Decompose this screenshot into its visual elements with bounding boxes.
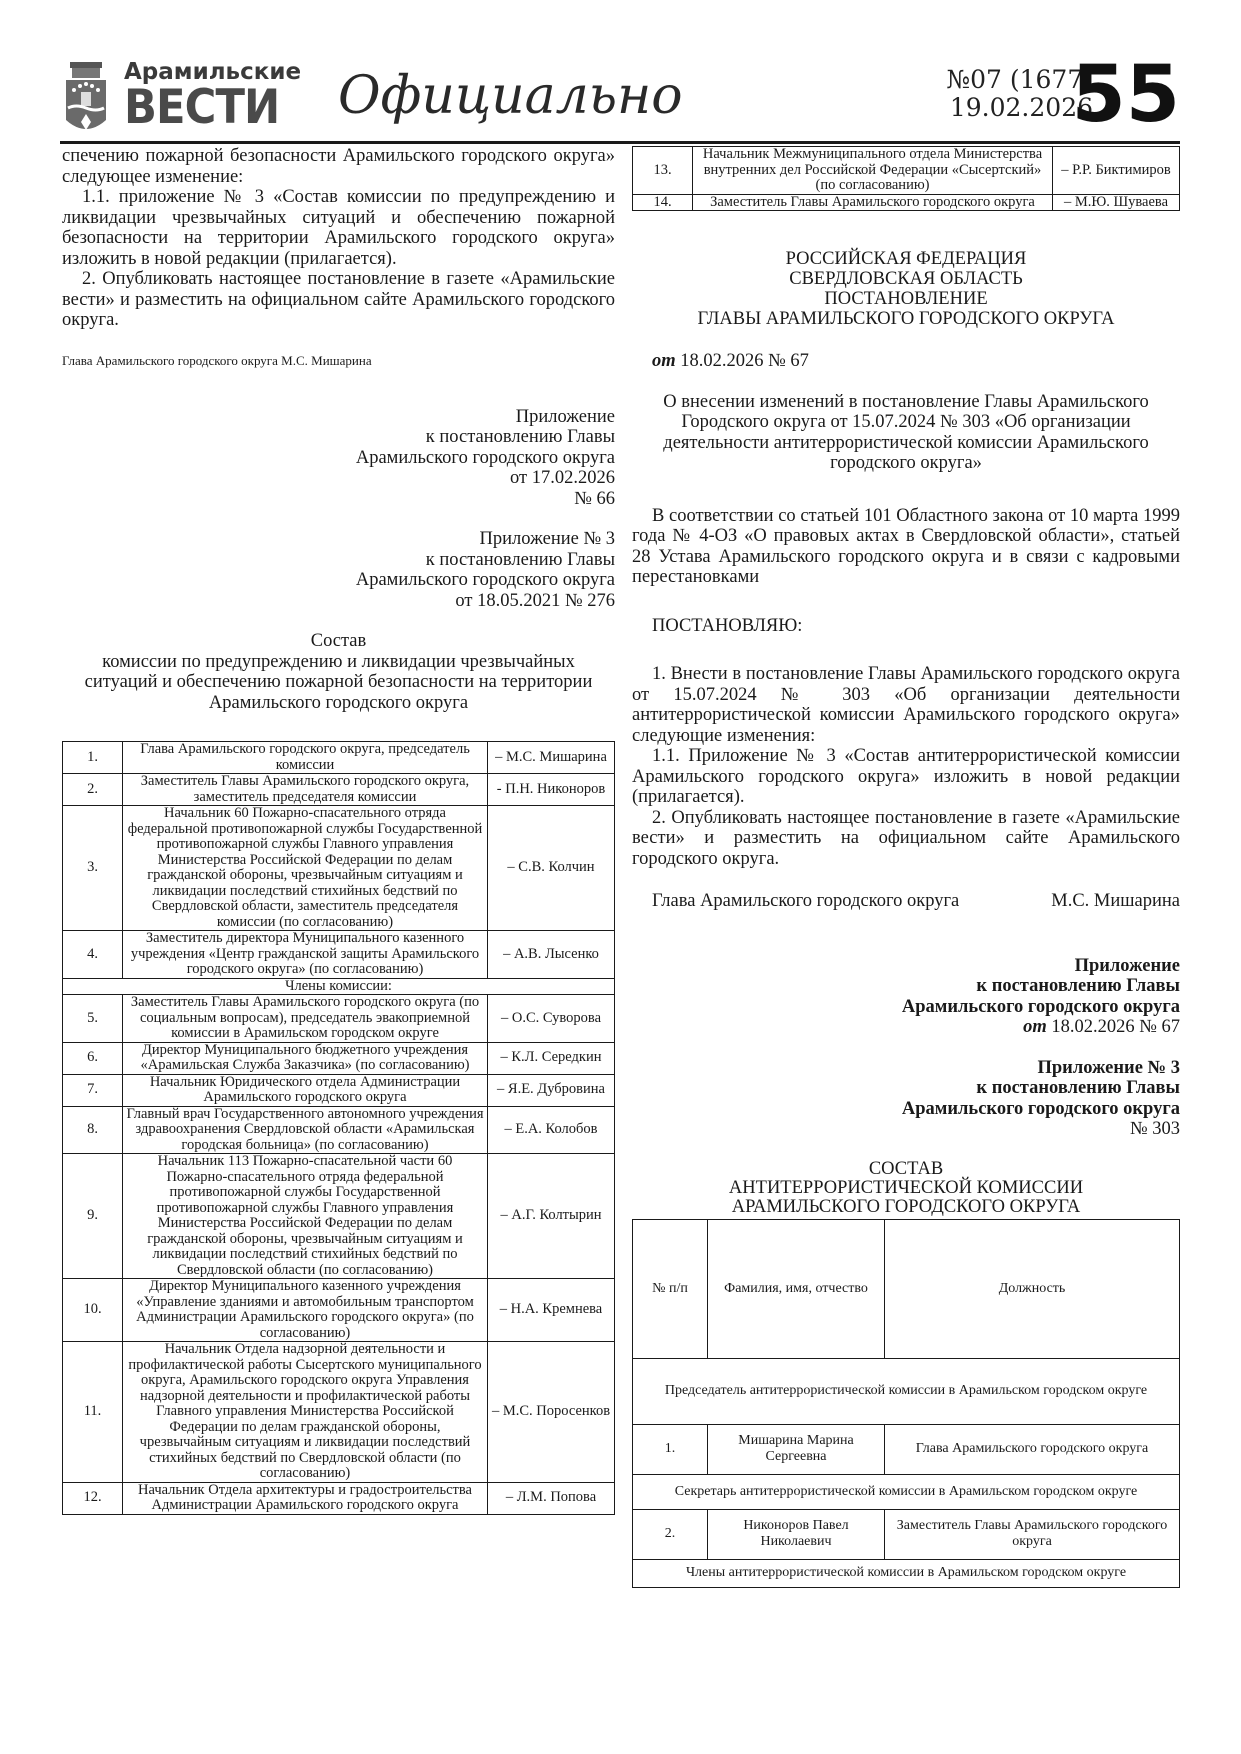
resolution-subject: О внесении изменений в постановление Главы Арамильского Городского округа от 15.07.2024 № 303 «Об организации деятельности антитеррористической комиссии Арамильского городского округа» (663, 391, 1149, 473)
heading-line: ПОСТАНОВЛЕНИЕ (824, 289, 988, 309)
title-line: АРАМИЛЬСКОГО ГОРОДСКОГО ОКРУГА (731, 1196, 1081, 1217)
coat-of-arms-icon (64, 62, 108, 138)
title-line: СОСТАВ (868, 1158, 944, 1179)
title-line: АНТИТЕРРОРИСТИЧЕСКОЙ КОМИССИИ (728, 1177, 1084, 1198)
table-section-row: Секретарь антитеррористической комиссии в Арамильском городском округе (633, 1474, 1180, 1509)
heading-line: СВЕРДЛОВСКАЯ ОБЛАСТЬ (789, 269, 1023, 289)
issue-info (878, 66, 1093, 122)
appendix-block (62, 529, 615, 611)
table-row: 8. Главный врач Государственного автономного учреждения здравоохранения Свердловской области «Арамильская городская больница» (по согласованию) – Е.А. Колобов (63, 1106, 615, 1154)
appendix-line: от 17.02.2026 (510, 468, 615, 488)
composition-subtitle: комиссии по предупреждению и ликвидации чрезвычайных ситуаций и обеспечению пожарной безопасности на территории Арамильского городского округа (84, 651, 593, 713)
composition-title: Состав (310, 631, 367, 651)
table-row: 2. Никоноров Павел Николаевич Заместитель Главы Арамильского городского округа (633, 1509, 1180, 1559)
table-row: 3. Начальник 60 Пожарно-спасательного отряда федеральной противопожарной службы Государственной противопожарной службы Главного управления Министерства Российской Федерации по делам гражданской обороны, чрезвычайным ситуациям и ликвидации последствий стихийных бедствий по Свердловской области, заместитель председателя комиссии (по согласованию) – С.В. Колчин (63, 806, 615, 931)
page-number: 55 (1071, 50, 1180, 140)
appendix-line: № 303 (1129, 1119, 1180, 1139)
appendix-line: Арамильского городского округа (901, 996, 1180, 1017)
table-row: 7. Начальник Юридического отдела Администрации Арамильского городского округа – Я.Е. Дубровина (63, 1074, 615, 1106)
heading-line: ГЛАВЫ АРАМИЛЬСКОГО ГОРОДСКОГО ОКРУГА (697, 309, 1115, 329)
table-row: 6. Директор Муниципального бюджетного учреждения «Арамильская Служба Заказчика» (по согласованию) – К.Л. Середкин (63, 1042, 615, 1074)
appendix-line: Приложение № 3 (1037, 1057, 1180, 1078)
commission-table-continued (632, 146, 1180, 211)
table-row: 13. Начальник Межмуниципального отдела Министерства внутренних дел Российской Федерации «Сысертский» (по согласованию) – Р.Р. Биктимиров (633, 147, 1180, 195)
paragraph: 2. Опубликовать настоящее постановление в газете «Арамильские вести» и разместить на официальном сайте Арамильского городского округа. (62, 269, 615, 330)
logo-big-text: ВЕСТИ (124, 80, 280, 135)
appendix-block (632, 1058, 1180, 1140)
paragraph: 1. Внести в постановление Главы Арамильского городского округа от 15.07.2024 № 303 «Об организации деятельности антитеррористической комиссии Арамильского городского округа» следующие изменения: (632, 664, 1180, 746)
issue-number: №07 (1677) (946, 65, 1093, 94)
paragraph: спечению пожарной безопасности Арамильского городского округа» следующее изменение: (62, 146, 615, 187)
table-section-row: Члены антитеррористической комиссии в Арамильском городском округе (633, 1559, 1180, 1587)
appendix-line: от 18.05.2021 № 276 (455, 590, 615, 611)
appendix-line: от 18.02.2026 № 67 (1023, 1017, 1180, 1037)
appendix-line: Приложение (515, 406, 615, 427)
left-column (62, 146, 615, 1515)
header-rule (60, 141, 1180, 144)
composition-title (632, 1160, 1180, 1217)
table-row: 9. Начальник 113 Пожарно-спасательной части 60 Пожарно-спасательного отряда федеральной противопожарной службы Государственной противопожарной службы Главного управления Министерства Российской Федерации по делам гражданской обороны, чрезвычайным ситуациям и ликвидации последствий стихийных бедствий по Свердловской области (по согласованию) – А.Г. Колтырин (63, 1154, 615, 1279)
table-row: 5. Заместитель Главы Арамильского городского округа (по социальным вопросам), председатель эвакоприемной комиссии в Арамильском городском округе – О.С. Суворова (63, 995, 615, 1043)
table-row: 11. Начальник Отдела надзорной деятельности и профилактической работы Сысертского муниципального округа, Арамильского городского округа Управления надзорной деятельности и профилактической работы Главного управления Министерства Российской Федерации по делам гражданской обороны, чрезвычайным ситуациям и ликвидации последствий стихийных бедствий по Свердловской области (по согласованию) – М.С. Поросенков (63, 1342, 615, 1483)
heading-line: РОССИЙСКАЯ ФЕДЕРАЦИЯ (785, 249, 1027, 269)
right-column (632, 146, 1180, 1588)
masthead (60, 50, 1180, 140)
resolution-heading (632, 249, 1180, 329)
section-title: Официально (338, 66, 683, 126)
appendix-line: к постановлению Главы (425, 549, 615, 570)
appendix-line: Арамильского городского округа (355, 570, 615, 590)
table-section-row: Председатель антитеррористической комиссии в Арамильском городском округе (633, 1358, 1180, 1424)
appendix-line: Арамильского городского округа (355, 447, 615, 468)
appendix-block (62, 407, 615, 510)
appendix-line: к постановлению Главы (976, 976, 1180, 996)
resolve-label: ПОСТАНОВЛЯЮ: (652, 615, 803, 636)
preamble: В соответствии со статьей 101 Областного закона от 10 марта 1999 года № 4-ОЗ «О правовых актах в Свердловской области», статьей 28 Устава Арамильского городского округа и в связи с кадровыми перестановками (632, 505, 1180, 587)
table-row: 12. Начальник Отдела архитектуры и градостроительства Администрации Арамильского городского округа – Л.М. Попова (63, 1482, 615, 1514)
table-row: 10. Директор Муниципального казенного учреждения «Управление зданиями и автомобильным транспортом Администрации Арамильского городского округа» (по согласованию) – Н.А. Кремнева (63, 1279, 615, 1342)
signature: Глава Арамильского городского округа М.С. Мишарина (652, 891, 1180, 911)
appendix-line: к постановлению Главы (425, 427, 615, 447)
appendix-line: Арамильского городского округа (901, 1098, 1180, 1119)
appendix-line: № 66 (574, 488, 615, 509)
appendix-line: Приложение № 3 (479, 529, 615, 549)
table-header-row: № п/п Фамилия, имя, отчество Должность (633, 1219, 1180, 1358)
paragraph: 1.1. Приложение № 3 «Состав антитеррористической комиссии Арамильского городского округа» изложить в новой редакции (прилагается). (632, 746, 1180, 807)
antiterror-table (632, 1219, 1180, 1588)
table-section-row: Члены комиссии: (63, 978, 615, 995)
table-row: 4. Заместитель директора Муниципального казенного учреждения «Центр гражданской защиты Арамильского городского округа» (по согласованию) – А.В. Лысенко (63, 931, 615, 979)
commission-table (62, 741, 615, 1515)
resolution-date: от 18.02.2026 № 67 (652, 351, 809, 371)
paragraph: 1.1. приложение № 3 «Состав комиссии по предупреждению и ликвидации чрезвычайных ситуаций и обеспечению пожарной безопасности на территории Арамильского городского округа» изложить в новой редакции (прилагается). (62, 187, 615, 269)
paragraph: 2. Опубликовать настоящее постановление в газете «Арамильские вести» и разместить на официальном сайте Арамильского городского округа. (632, 807, 1180, 869)
appendix-block (632, 956, 1180, 1038)
appendix-line: Приложение (1074, 955, 1180, 976)
appendix-line: к постановлению Главы (976, 1078, 1180, 1098)
table-row: 1. Глава Арамильского городского округа, председатель комиссии – М.С. Мишарина (63, 742, 615, 774)
issue-date: 19.02.2026 (949, 93, 1093, 122)
logo-small-text: Арамильские (124, 59, 302, 85)
table-row: 1. Мишарина Марина Сергеевна Глава Арамильского городского округа (633, 1424, 1180, 1474)
signature: Глава Арамильского городского округа М.С. Мишарина (62, 352, 372, 368)
table-row: 2. Заместитель Главы Арамильского городского округа, заместитель председателя комиссии - П.Н. Никоноров (63, 774, 615, 806)
newspaper-logo (124, 59, 302, 135)
table-row: 14. Заместитель Главы Арамильского городского округа – М.Ю. Шуваева (633, 194, 1180, 211)
